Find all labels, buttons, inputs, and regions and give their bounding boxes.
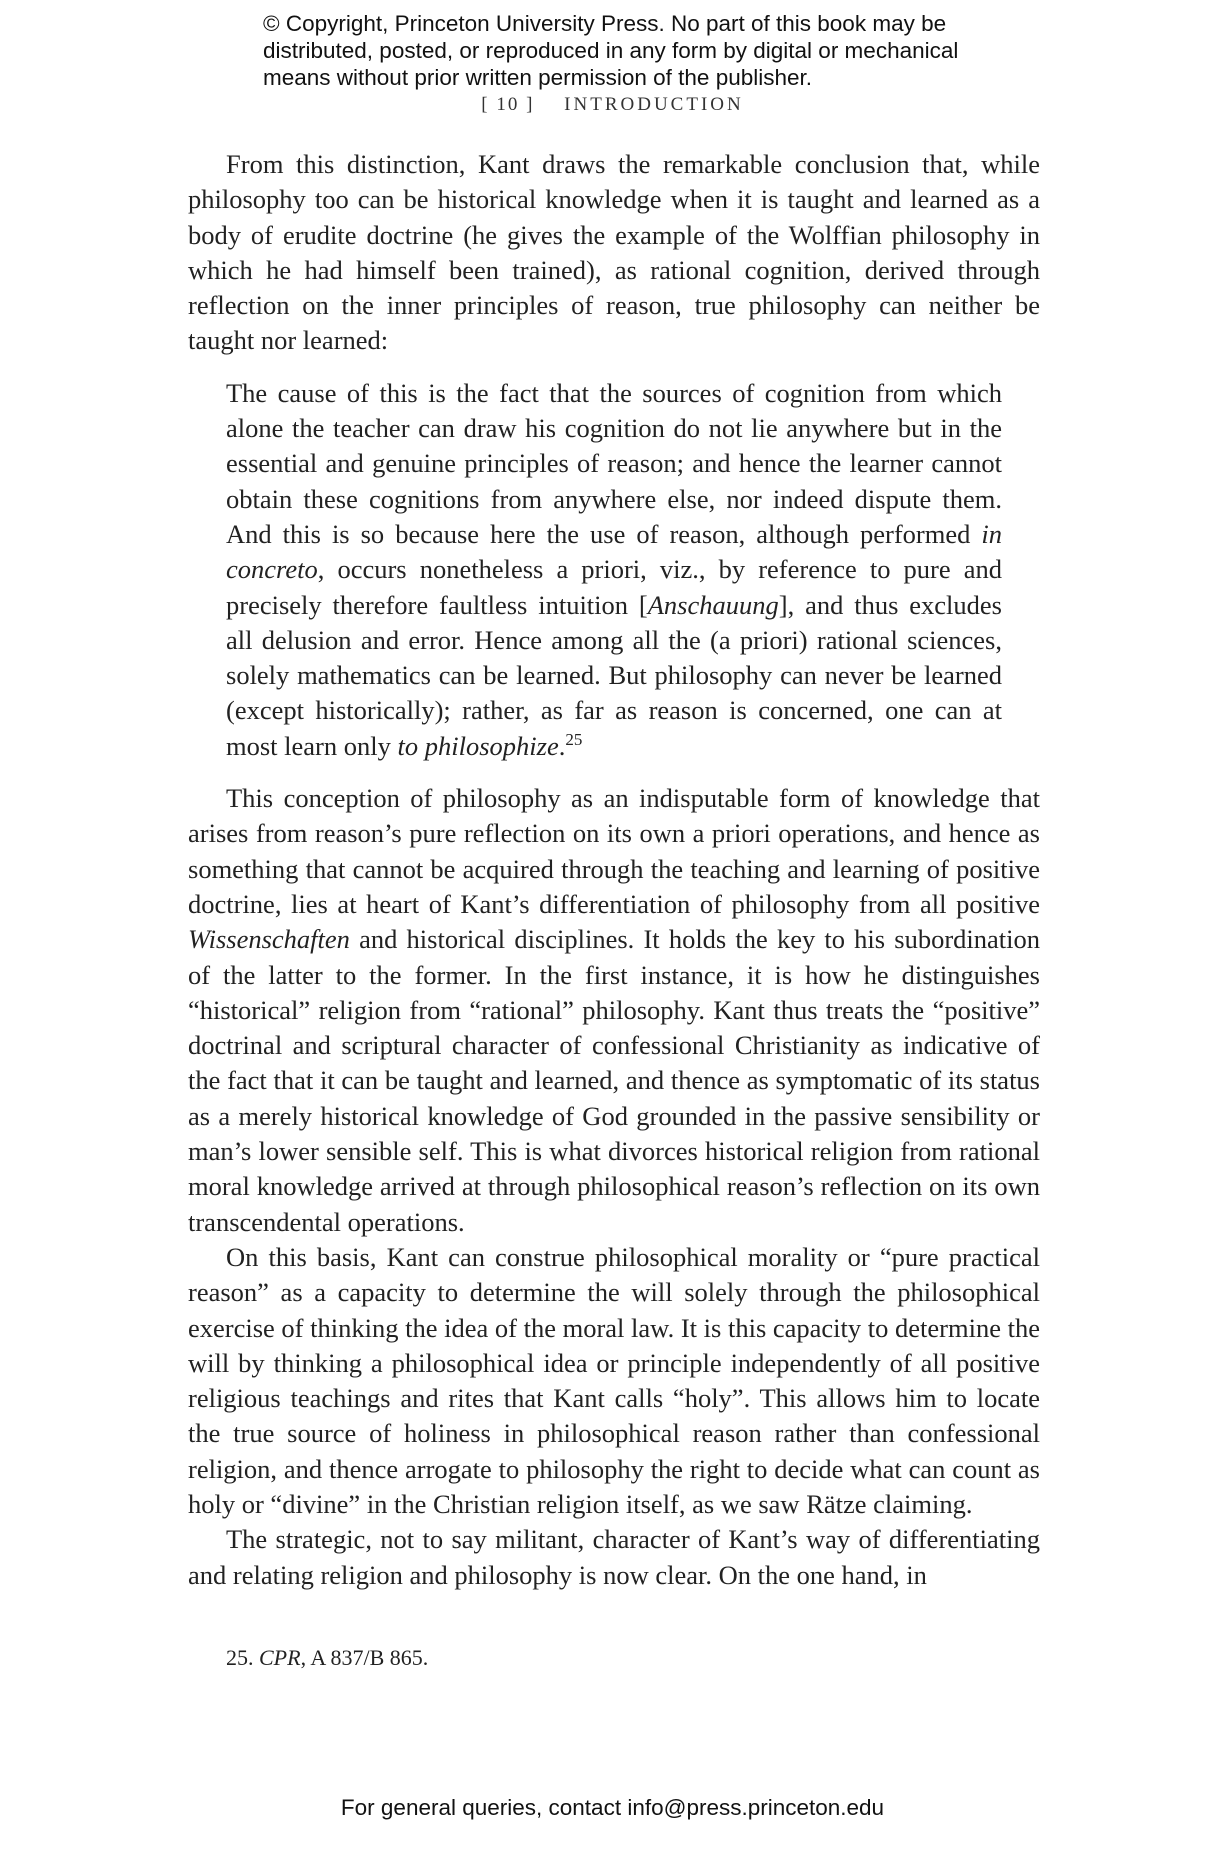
- footnote-number: 25.: [226, 1645, 254, 1670]
- chapter-title: INTRODUCTION: [564, 94, 744, 115]
- paragraph-italic: Wissenschaften: [188, 924, 350, 955]
- quote-italic: in concreto: [226, 518, 1002, 585]
- footnote: [226, 1645, 428, 1671]
- page-number: [ 10 ]: [481, 94, 535, 115]
- copyright-line: distributed, posted, or reproduced in any form by digital or mechanical: [263, 38, 959, 63]
- running-head: [0, 94, 1225, 116]
- body-text: [188, 147, 1040, 1593]
- paragraph: From this distinction, Kant draws the remarkable conclusion that, while philosophy too can be historical knowledge when it is taught and learned as a body of erudite doctrine (he gives the example of the Wolffian philosophy in which he had himself been trained), as rational cognition, derived through reflection on the inner principles of reason, true philosophy can neither be taught nor learned:: [188, 149, 1040, 356]
- quote-text: , occurs nonetheless a priori, viz., by reference to pure and precisely therefore faultless intuition [: [226, 554, 1002, 620]
- quote-text: ], and thus excludes all delusion and error. Hence among all the (a priori) rational sciences, solely mathematics can be learned. But philosophy can never be learned (except historically); rather, as far as reason is concerned, one can at most learn only: [226, 589, 1002, 761]
- contact-notice: For general queries, contact info@press.princeton.edu: [340, 1795, 885, 1820]
- quote-italic: to philosophize: [397, 730, 559, 761]
- quote-text: The cause of this is the fact that the sources of cognition from which alone the teacher can draw his cognition do not lie anywhere but in the essential and genuine principles of reason; and hence the learner cannot obtain these cognitions from anywhere else, nor indeed dispute them. And this is so because here the use of reason, although performed: [226, 377, 1002, 549]
- paragraph: On this basis, Kant can construe philosophical morality or “pure practical reason” as a capacity to determine the will solely through the philosophical exercise of thinking the idea of the moral law. It is this capacity to determine the will by thinking a philosophical idea or principle independently of all positive religious teachings and rites that Kant calls “holy”. This allows him to locate the true source of holiness in philosophical reason rather than confessional religion, and thence arrogate to philosophy the right to decide what can count as holy or “divine” in the Christian religion itself, as we saw Rätze claiming.: [188, 1241, 1040, 1519]
- copyright-line: © Copyright, Princeton University Press. No part of this book may be: [263, 11, 947, 36]
- block-quote: [226, 376, 1002, 764]
- footnote-source: , A 837/B 865.: [300, 1645, 429, 1670]
- paragraph-text: and historical disciplines. It holds the key to his subordination of the latter to the former. In the first instance, it is how he distinguishes “historical” religion from “rational” philosophy. Kant thus treats the “positive” doctrinal and scriptural character of confessional Christianity as indicative of the fact that it can be taught and learned, and thence as symptomatic of its status as a merely historical knowledge of God grounded in the passive sensibility or man’s lower sensible self. This is what divorces historical religion from rational moral knowledge arrived at through philosophical reason’s reflection on its own transcendental operations.: [188, 924, 1040, 1237]
- quote-italic: Anschauung: [647, 589, 779, 620]
- paragraph-text: This conception of philosophy as an indisputable form of knowledge that arises from reason’s pure reflection on its own a priori operations, and hence as something that cannot be acquired through the teaching and learning of positive doctrine, lies at heart of Kant’s differentiation of philosophy from all positive: [188, 783, 1040, 919]
- footnote-source-italic: CPR: [259, 1645, 301, 1670]
- quote-paragraph: [226, 376, 1002, 764]
- quote-text: .: [558, 730, 566, 761]
- paragraph: The strategic, not to say militant, character of Kant’s way of differentiating and relating religion and philosophy is now clear. On the one hand, in: [188, 1524, 1040, 1590]
- footnote-reference[interactable]: 25: [565, 729, 583, 749]
- paragraph: [188, 781, 1040, 1240]
- copyright-line: means without prior written permission of the publisher.: [263, 65, 813, 90]
- copyright-notice: [263, 10, 983, 91]
